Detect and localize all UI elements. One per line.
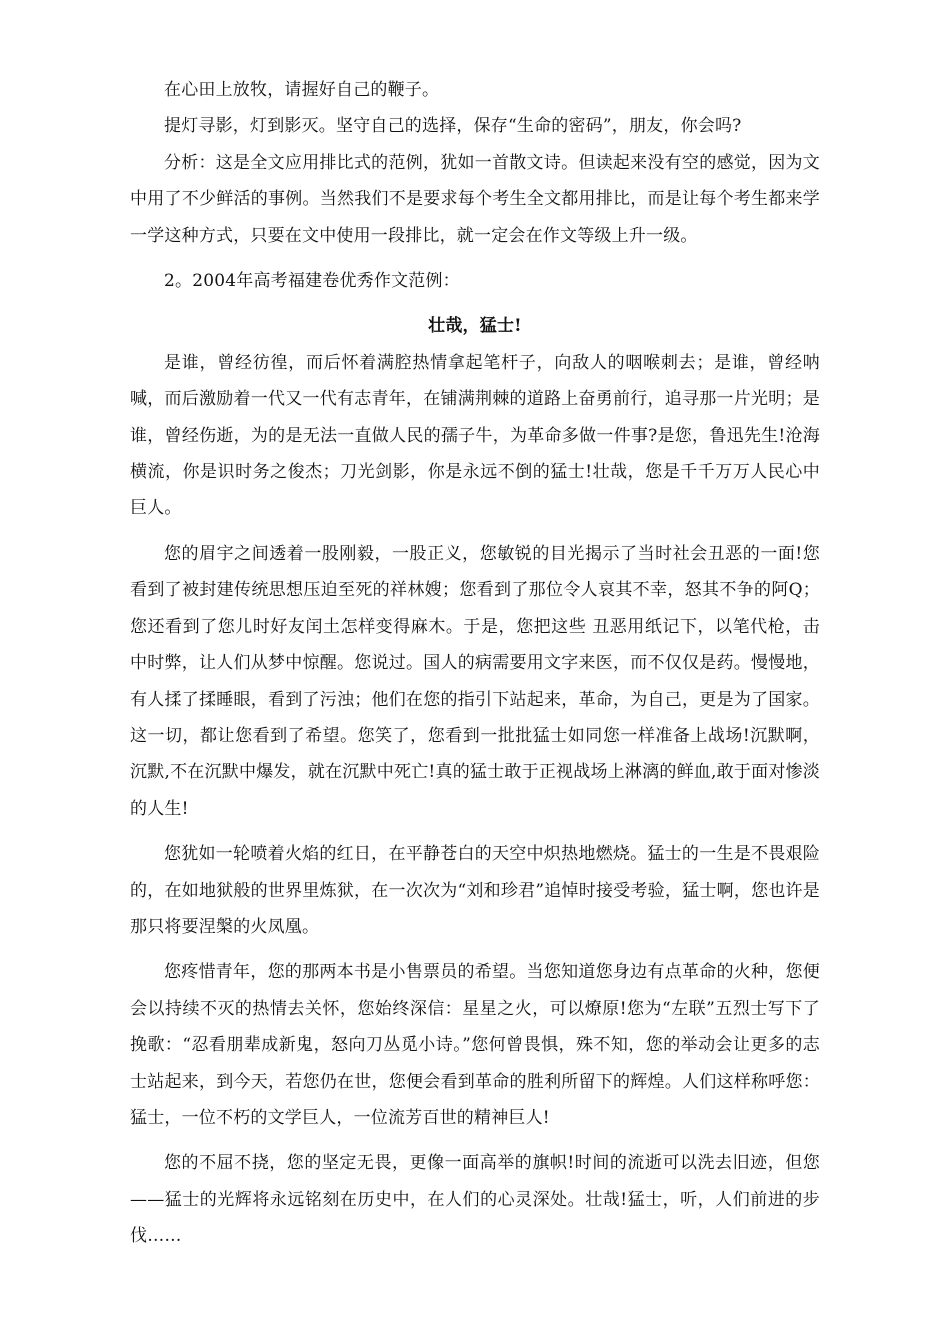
paragraph-herding: 在心田上放牧，请握好自己的鞭子。 [164, 80, 440, 100]
essay-paragraph-2: 您的眉宇之间透着一股刚毅，一股正义，您敏锐的目光揭示了当时社会丑恶的一面!您看到了被封建传统思想压迫至死的祥林嫂；您看到了那位令人哀其不幸，怒其不争的阿Q；您还看到了您儿时好友闰土怎样变得麻木。于是，您把这些 丑恶用纸记下，以笔代枪，击中时弊，让人们从梦中惊醒。您说过。国人的病需要用文字来医，而不仅仅是药。慢慢地，有人揉了揉睡眼，看到了污浊；他们在您的指引下站起来，革命，为自己，更是为了国家。这一切，都让您看到了希望。您笑了，您看到一批批猛士如同您一样准备上战场!沉默啊，沉默,不在沉默中爆发，就在沉默中死亡!真的猛士敢于正视战场上淋漓的鲜血,敢于面对惨淡的人生! [130, 543, 820, 819]
paragraph-lantern: 提灯寻影，灯到影灭。坚守自己的选择，保存“生命的密码”，朋友，你会吗? [164, 116, 742, 137]
essay-paragraph-5: 您的不屈不挠，您的坚定无畏，更像一面高举的旗帜!时间的流逝可以洗去旧迹，但您——猛士的光辉将永远铭刻在历史中，在人们的心灵深处。壮哉!猛士，听，人们前进的步伐…… [130, 1153, 820, 1247]
essay-paragraph-3: 您犹如一轮喷着火焰的红日，在平静苍白的天空中炽热地燃烧。猛士的一生是不畏艰险的，在如地狱般的世界里炼狱，在一次次为“刘和珍君”追悼时接受考验，猛士啊，您也许是那只将要涅槃的火凤凰。 [130, 844, 820, 937]
essay-title: 壮哉，猛士! [428, 316, 522, 337]
essay-paragraph-1: 是谁，曾经彷徨，而后怀着满腔热情拿起笔杆子，向敌人的咽喉刺去；是谁，曾经呐喊，而后激励着一代又一代有志青年，在铺满荆棘的道路上奋勇前行，追寻那一片光明；是谁，曾经伤逝，为的是无法一直做人民的孺子牛，为革命多做一件事?是您，鲁迅先生!沧海横流，你是识时务之俊杰；刀光剑影，你是永远不倒的猛士!壮哉，您是千千万万人民心中 巨人。 [130, 352, 820, 519]
essay-paragraph-4: 您疼惜青年，您的那两本书是小售票员的希望。当您知道您身边有点革命的火种，您便会以持续不灭的热情去关怀，您始终深信：星星之火，可以燎原!您为“左联”五烈士写下了挽歌：“忍看朋辈成新鬼，怒向刀丛觅小诗。”您何曾畏惧，殊不知，您的举动会让更多的志士站起来，到今天，若您仍在世，您便会看到革命的胜利所留下的辉煌。人们这样称呼您：猛士，一位不朽的文学巨人，一位流芳百世的精神巨人! [130, 962, 820, 1128]
paragraph-example-heading: 2。2004年高考福建卷优秀作文范例： [164, 271, 460, 292]
paragraph-analysis: 分析：这是全文应用排比式的范例，犹如一首散文诗。但读起来没有空的感觉，因为文中用了不少鲜活的事例。当然我们不是要求每个考生全文都用排比，而是让每个考生都来学一学这种方式，只要在文中使用一段排比，就一定会在作文等级上升一级。 [130, 152, 820, 246]
